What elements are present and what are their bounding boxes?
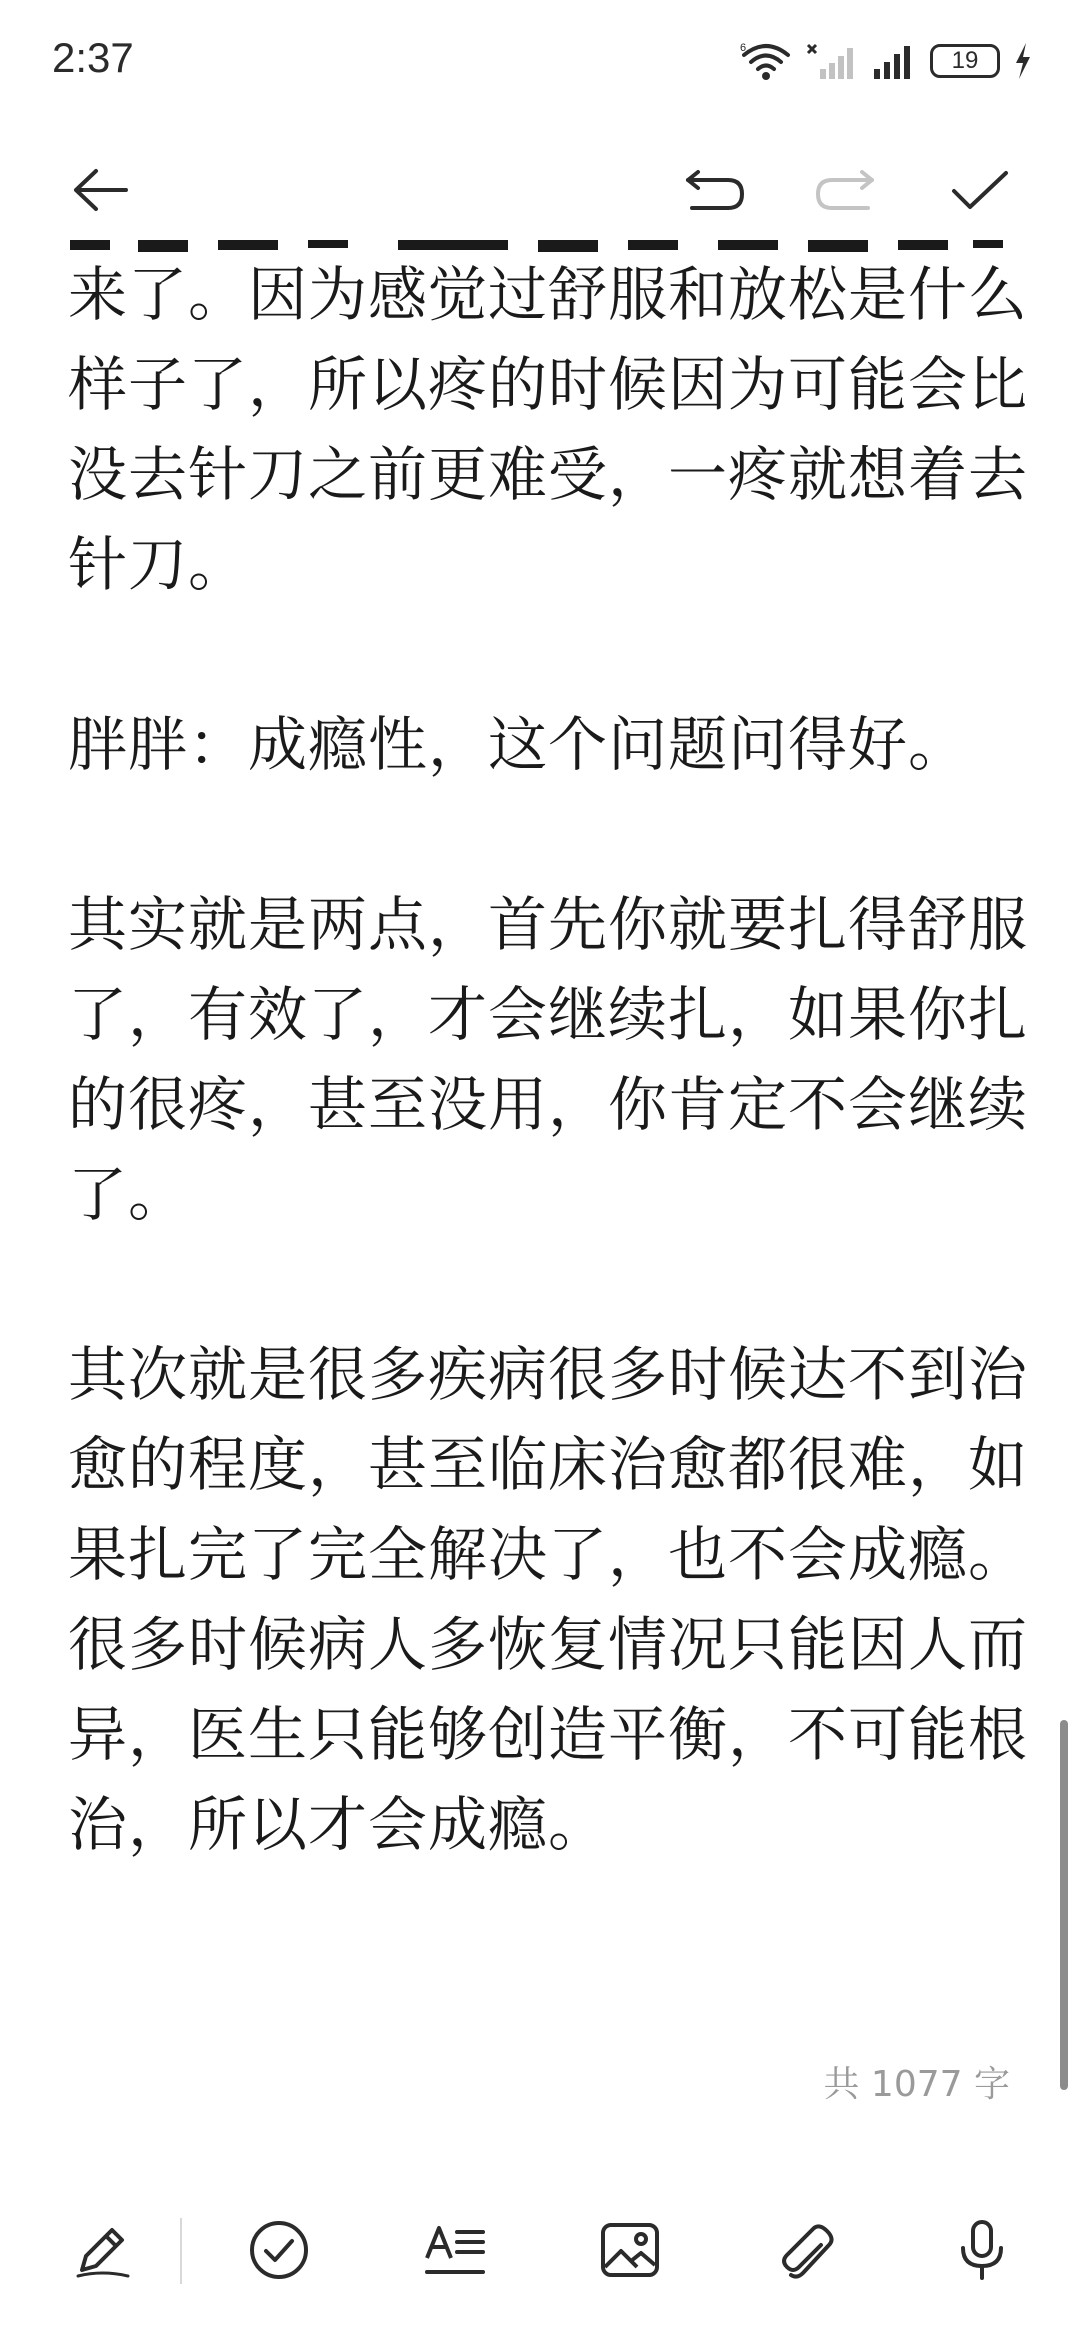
signal-icon: [870, 41, 916, 81]
back-button[interactable]: [55, 140, 145, 240]
insert-image-button[interactable]: [580, 2200, 680, 2300]
bottom-toolbar: [0, 2190, 1080, 2310]
svg-text:6: 6: [740, 42, 747, 54]
word-count: 共 1077 字: [823, 2064, 1010, 2105]
charging-icon: [1014, 43, 1032, 79]
status-time: 2:37: [52, 34, 134, 81]
undo-button[interactable]: [670, 140, 760, 240]
attachment-icon: [775, 2219, 835, 2281]
handwriting-pen-icon: [72, 2220, 132, 2280]
battery-icon: 19: [930, 44, 1000, 78]
paragraph[interactable]: 其次就是很多疾病很多时候达不到治愈的程度，甚至临床治愈都很难，如果扎完了完全解决了，也不会成瘾。很多时候病人多恢复情况只能因人而异，医生只能够创造平衡，不可能根治，所以才会成瘾。: [68, 1340, 1028, 1859]
microphone-icon: [957, 2218, 1007, 2282]
redo-icon: [814, 168, 876, 212]
wifi-icon: [740, 41, 792, 81]
confirm-button[interactable]: [935, 140, 1025, 240]
note-body[interactable]: [68, 250, 1028, 2100]
checklist-icon: [247, 2218, 311, 2282]
editor-toolbar: [0, 140, 1080, 240]
paragraph[interactable]: 来了。因为感觉过舒服和放松是什么样子了，所以疼的时候因为可能会比没去针刀之前更难受，一疼就想着去针刀。: [68, 260, 1028, 599]
paragraph[interactable]: 其实就是两点，首先你就要扎得舒服了，有效了，才会继续扎，如果你扎的很疼，甚至没用，你肯定不会继续了。: [68, 890, 1028, 1229]
image-icon: [599, 2221, 661, 2279]
checkmark-icon: [950, 167, 1010, 213]
toolbar-divider: [180, 2218, 182, 2284]
text-format-icon: [423, 2220, 487, 2280]
handwriting-button[interactable]: [52, 2200, 152, 2300]
redo-button[interactable]: [800, 140, 890, 240]
voice-input-button[interactable]: [932, 2200, 1032, 2300]
checklist-button[interactable]: [229, 2200, 329, 2300]
status-bar: [0, 0, 1080, 120]
status-icons: [740, 38, 1032, 84]
back-arrow-icon: [70, 165, 130, 215]
text-format-button[interactable]: [405, 2200, 505, 2300]
paragraph[interactable]: 胖胖：成瘾性，这个问题问得好。: [68, 710, 969, 779]
no-signal-sim1-icon: [806, 41, 856, 81]
attachment-button[interactable]: [755, 2200, 855, 2300]
undo-icon: [684, 168, 746, 212]
scrollbar[interactable]: [1060, 1720, 1068, 2090]
